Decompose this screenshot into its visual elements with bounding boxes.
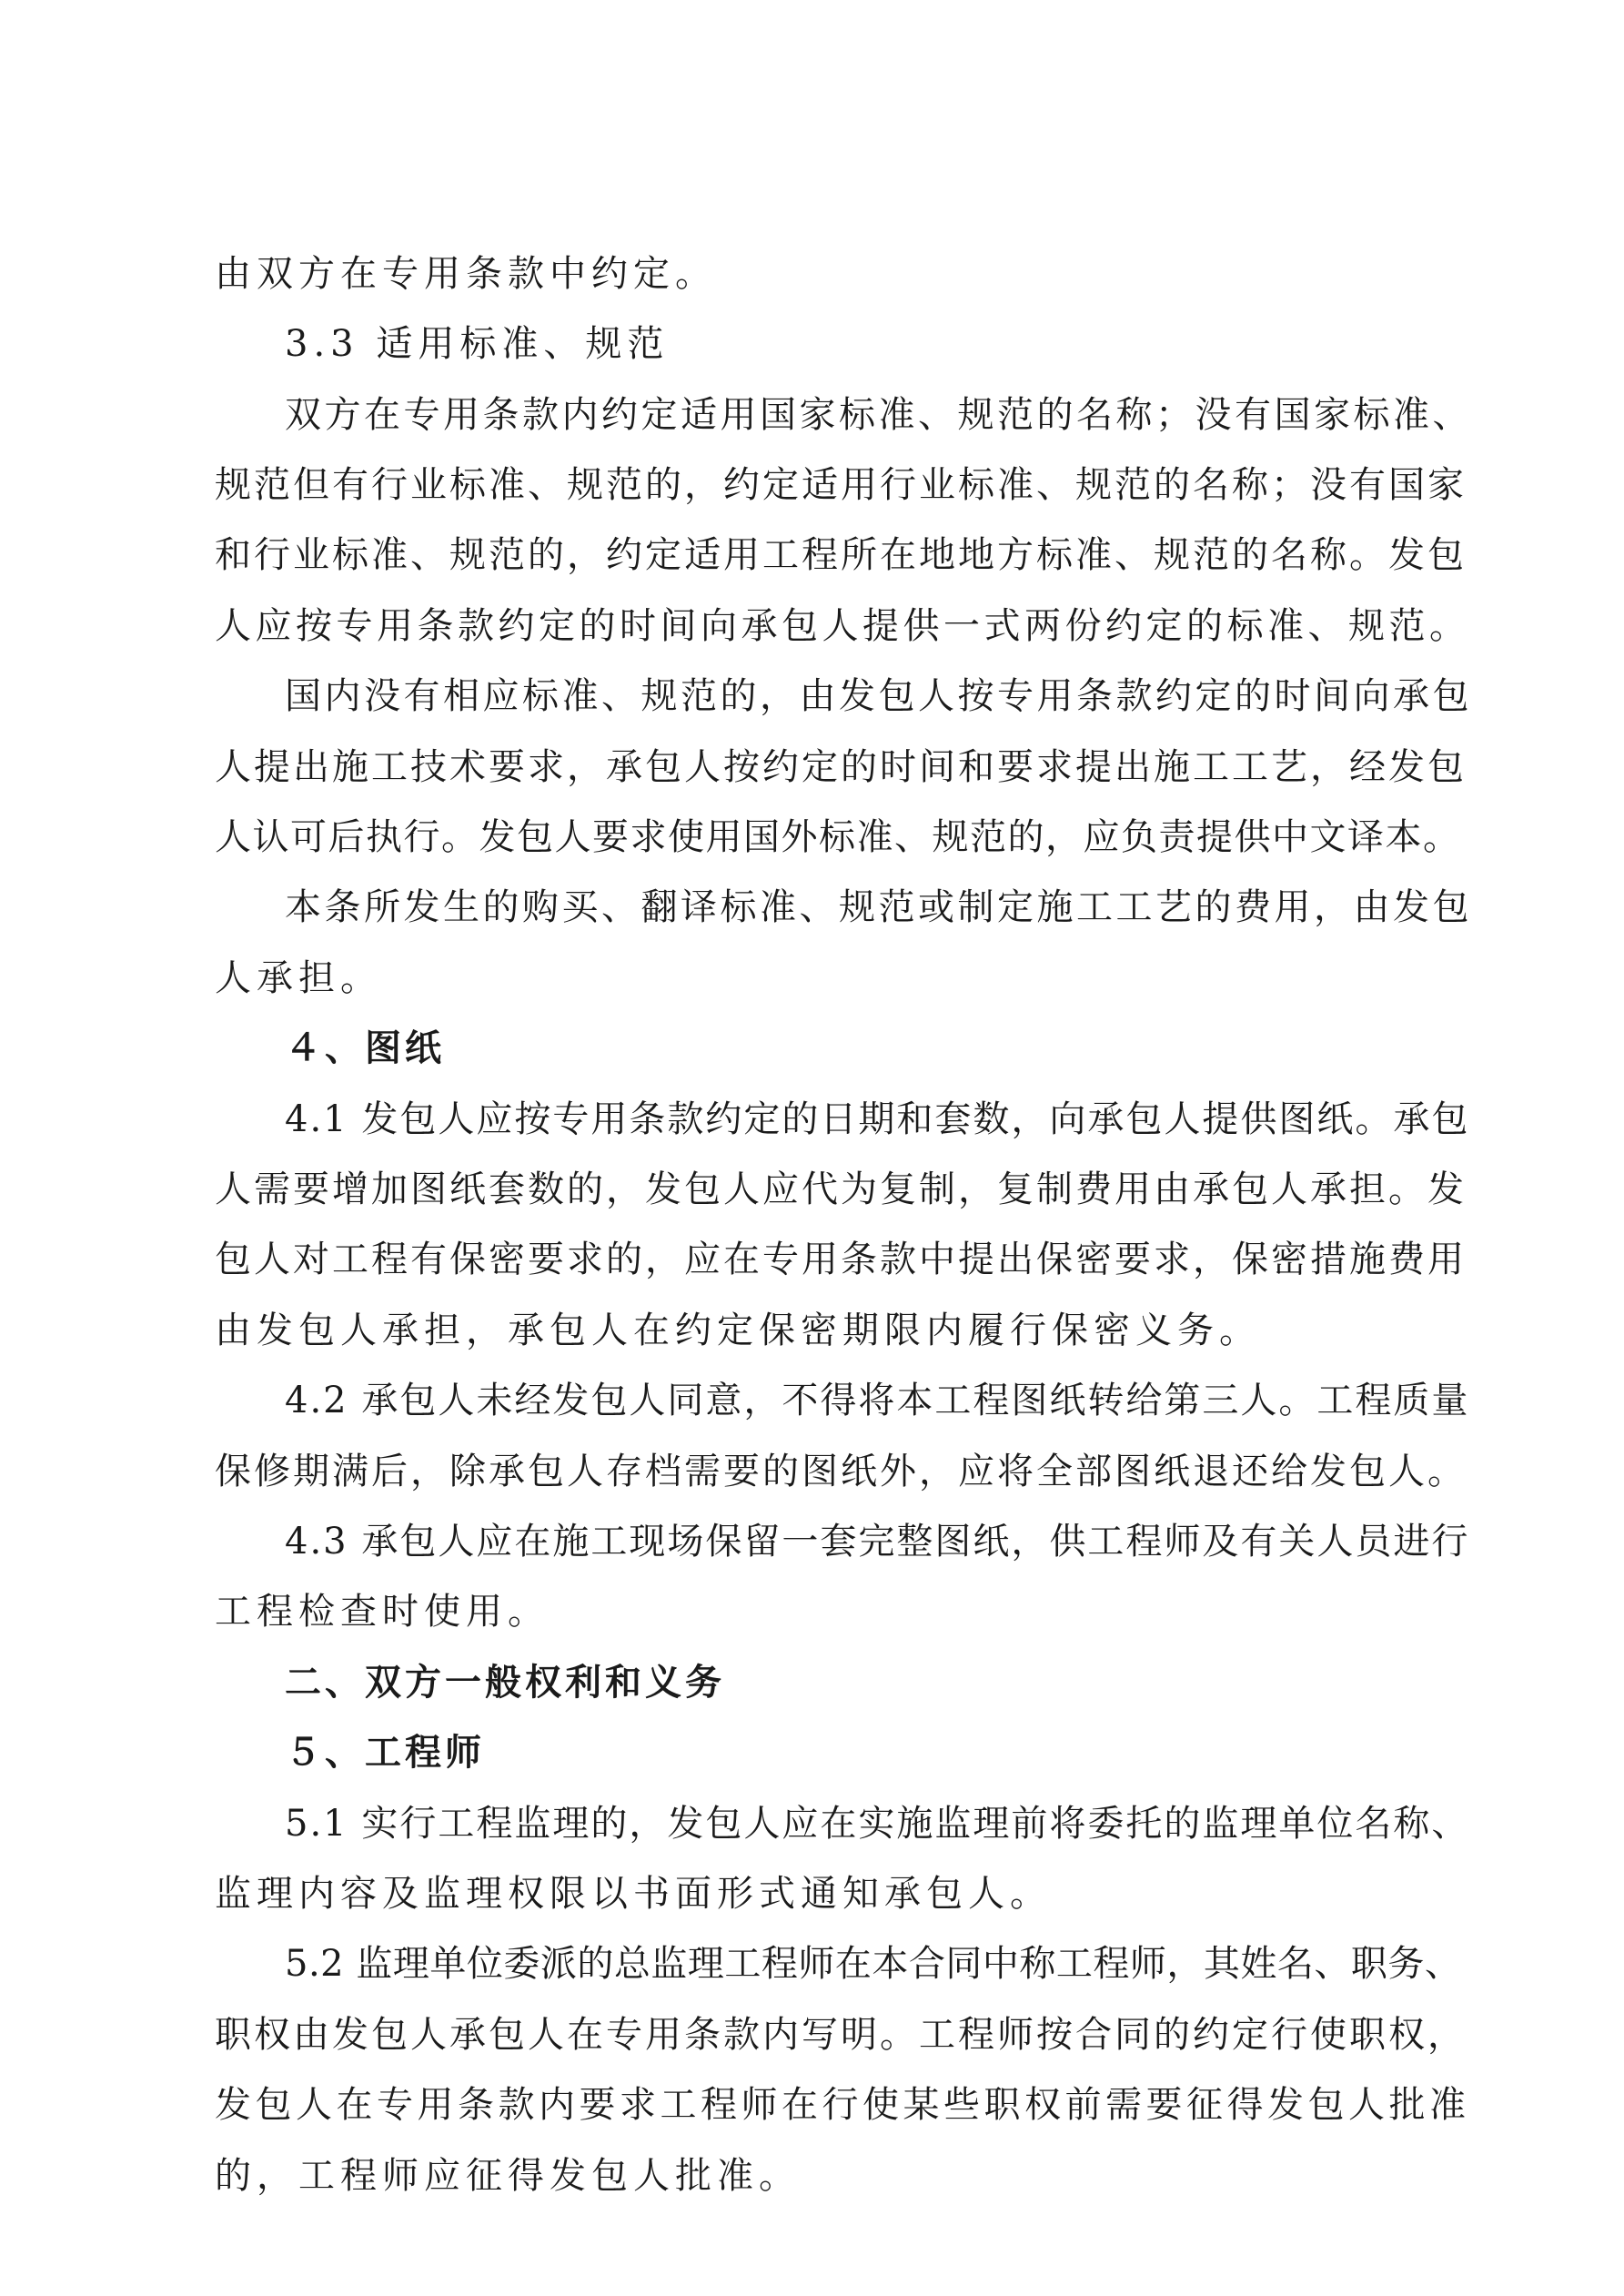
text-line: 国内没有相应标准、规范的，由发包人按专用条款约定的时间向承包 (285, 675, 1472, 717)
text-line: 人认可后执行。发包人要求使用国外标准、规范的，应负责提供中文译本。 (215, 816, 1461, 858)
text-line: 职权由发包人承包人在专用条款内写明。工程师按合同的约定行使职权， (215, 2014, 1467, 2056)
text-line: 本条所发生的购买、翻译标准、规范或制定施工工艺的费用，由发包 (285, 886, 1472, 928)
text-line: 4.3 承包人应在施工现场保留一套完整图纸，供工程师及有关人员进行 (285, 1521, 1470, 1563)
text-line: 保修期满后，除承包人存档需要的图纸外，应将全部图纸退还给发包人。 (215, 1451, 1467, 1492)
text-line: 由发包人承担，承包人在约定保密期限内履行保密义务。 (215, 1310, 1261, 1351)
text-line: 5.2 监理单位委派的总监理工程师在本合同中称工程师，其姓名、职务、 (285, 1943, 1462, 1985)
text-line: 人应按专用条款约定的时间向承包人提供一式两份约定的标准、规范。 (215, 605, 1470, 647)
text-line: 发包人在专用条款内要求工程师在行使某些职权前需要征得发包人批准 (215, 2084, 1470, 2126)
text-line: 4.1 发包人应按专用条款约定的日期和套数，向承包人提供图纸。承包 (285, 1098, 1470, 1140)
text-line: 人提出施工技术要求，承包人按约定的时间和要求提出施工工艺，经发包 (215, 746, 1467, 788)
section-heading-5: ５、工程师 (285, 1732, 485, 1774)
section-heading-3-3: 3.3 适用标准、规范 (285, 323, 670, 365)
text-line: 规范但有行业标准、规范的，约定适用行业标准、规范的名称；没有国家 (215, 464, 1467, 506)
text-line: 4.2 承包人未经发包人同意，不得将本工程图纸转给第三人。工程质量 (285, 1380, 1470, 1421)
text-line: 双方在专用条款内约定适用国家标准、规范的名称；没有国家标准、 (285, 394, 1472, 436)
text-line: 工程检查时使用。 (215, 1591, 550, 1633)
text-line: 监理内容及监理权限以书面形式通知承包人。 (215, 1873, 1052, 1915)
text-line: 人承担。 (215, 957, 382, 999)
text-line: 包人对工程有保密要求的，应在专用条款中提出保密要求，保密措施费用 (215, 1239, 1467, 1280)
text-line: 5.1 实行工程监理的，发包人应在实施监理前将委托的监理单位名称、 (285, 1803, 1470, 1845)
section-heading-4: ４、图纸 (285, 1027, 445, 1069)
text-line: 的，工程师应征得发包人批准。 (215, 2155, 801, 2197)
text-line: 和行业标准、规范的，约定适用工程所在地地方标准、规范的名称。发包 (215, 534, 1467, 576)
text-line: 由双方在专用条款中约定。 (215, 253, 717, 295)
chapter-heading-2: 二、双方一般权利和义务 (285, 1662, 725, 1704)
text-line: 人需要增加图纸套数的，发包人应代为复制，复制费用由承包人承担。发 (215, 1168, 1467, 1210)
